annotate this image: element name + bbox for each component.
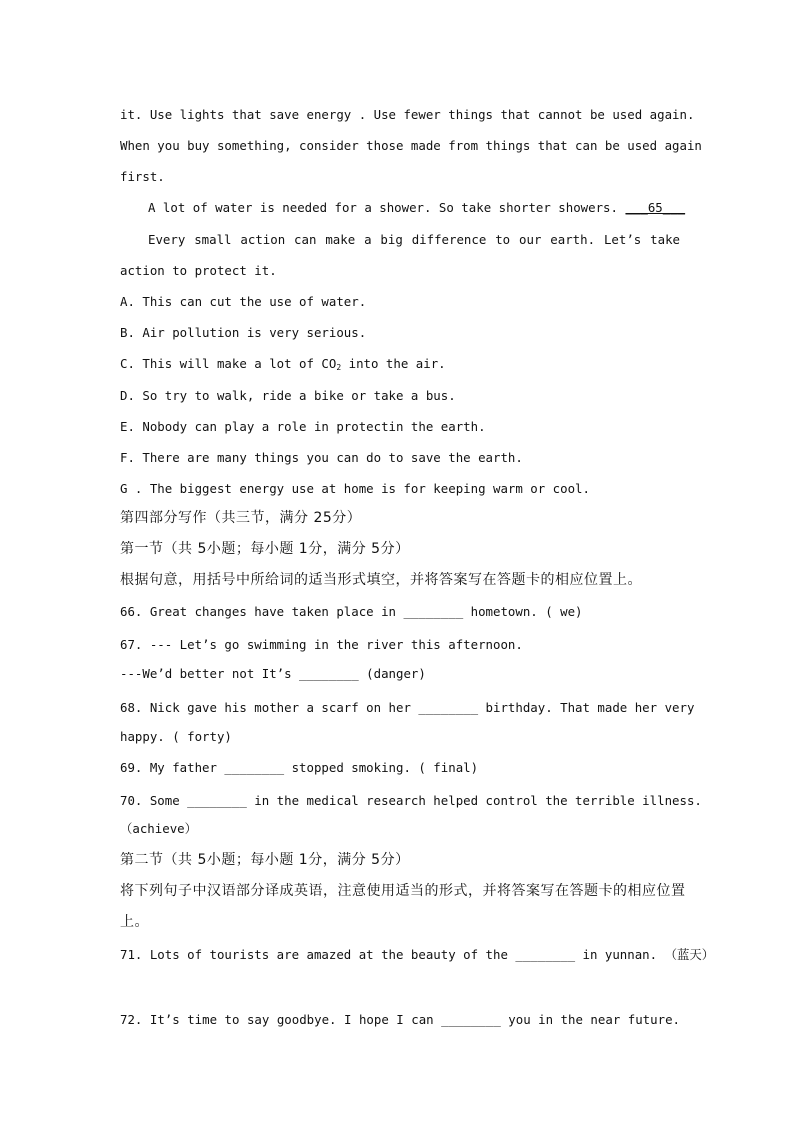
option-c-text-end: into the air.: [341, 356, 446, 371]
section2-heading: 第二节（共 5小题；每小题 1分，满分 5分）: [120, 852, 410, 868]
question-68-cont: happy. ( forty): [120, 729, 232, 744]
question-66: 66. Great changes have taken place in ________ hometown. ( we): [120, 604, 583, 619]
passage-line: it. Use lights that save energy . Use fewer things that cannot be used again.: [120, 107, 695, 122]
question-68: 68. Nick gave his mother a scarf on her ________ birthday. That made her very: [120, 700, 695, 715]
option-b: B. Air pollution is very serious.: [120, 325, 367, 340]
passage-line: first.: [120, 169, 165, 184]
passage-line: Every small action can make a big difference to our earth. Let’s take: [148, 232, 680, 247]
section1-heading: 第一节（共 5小题；每小题 1分，满分 5分）: [120, 541, 410, 557]
option-g: G . The biggest energy use at home is for keeping warm or cool.: [120, 481, 590, 496]
question-70: 70. Some ________ in the medical research helped control the terrible illness.: [120, 793, 702, 808]
question-69: 69. My father ________ stopped smoking. ( final): [120, 760, 479, 775]
option-c-text: C. This will make a lot of CO: [120, 356, 337, 371]
passage-text: A lot of water is needed for a shower. So take shorter showers.: [148, 200, 626, 215]
passage-line-with-blank: [148, 200, 686, 216]
question-71: 71. Lots of tourists are amazed at the beauty of the ________ in yunnan. （蓝天）: [120, 947, 715, 962]
passage-line: action to protect it.: [120, 263, 277, 278]
passage-line: When you buy something, consider those made from things that can be used again: [120, 138, 702, 153]
option-e: E. Nobody can play a role in protectin the earth.: [120, 419, 486, 434]
part4-heading: 第四部分写作（共三节，满分 25分）: [120, 510, 362, 526]
blank-65: ___65___: [625, 200, 686, 215]
section2-instruction-cont: 上。: [120, 914, 149, 930]
section1-instruction: 根据句意，用括号中所给词的适当形式填空，并将答案写在答题卡的相应位置上。: [120, 572, 642, 588]
option-d: D. So try to walk, ride a bike or take a bus.: [120, 388, 456, 403]
section2-instruction: 将下列句子中汉语部分译成英语，注意使用适当的形式，并将答案写在答题卡的相应位置: [120, 883, 686, 899]
question-72: 72. It’s time to say goodbye. I hope I can ________ you in the near future.: [120, 1012, 680, 1027]
subscript-2: 2: [336, 363, 342, 372]
question-67-reply: ---We’d better not It’s ________ (danger): [120, 666, 426, 681]
option-a: A. This can cut the use of water.: [120, 294, 367, 309]
option-f: F. There are many things you can do to save the earth.: [120, 450, 523, 465]
option-c: [120, 356, 680, 376]
question-70-cont: （achieve）: [120, 821, 197, 836]
question-67: 67. --- Let’s go swimming in the river this afternoon.: [120, 637, 523, 652]
